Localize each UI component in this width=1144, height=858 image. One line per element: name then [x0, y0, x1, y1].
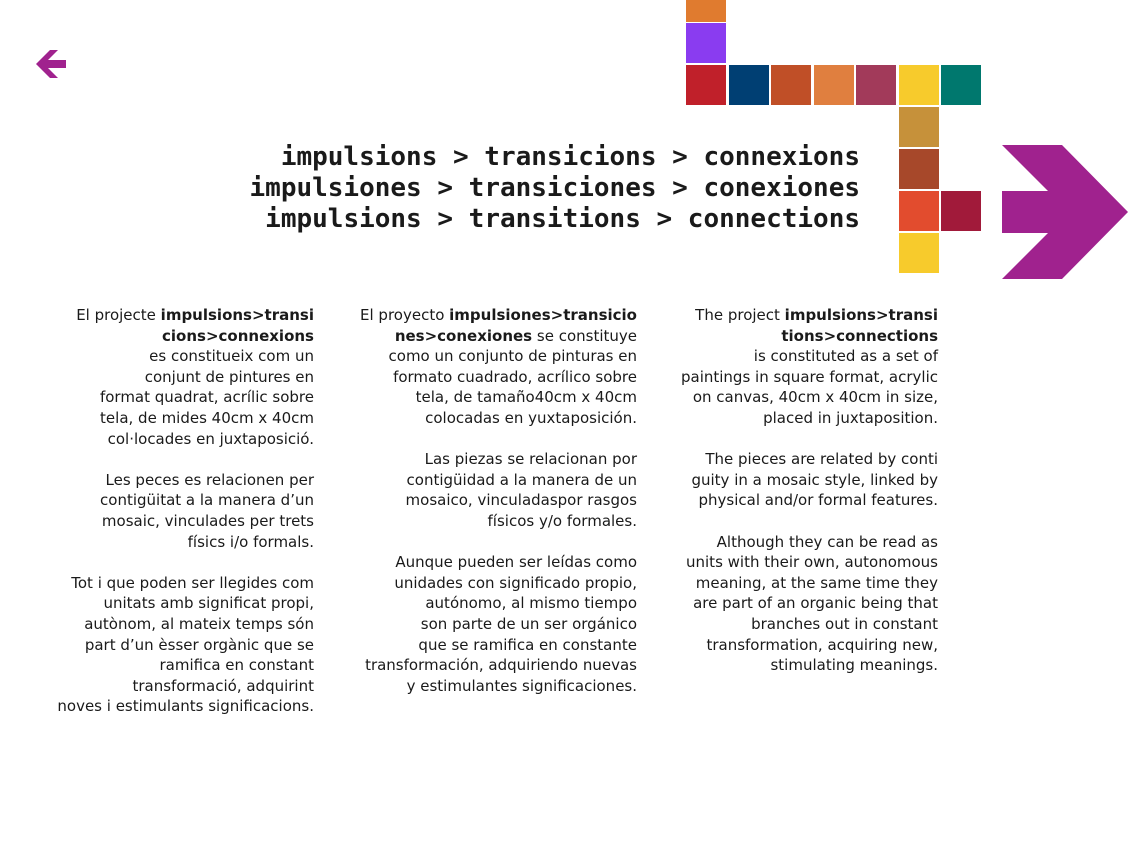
text-line: part d’un èsser orgànic que se: [84, 635, 314, 654]
text-line: transformation, acquiring new,: [706, 635, 938, 654]
paragraph: [360, 305, 637, 429]
text-line: físics i/o formals.: [187, 532, 314, 551]
forward-arrow-icon[interactable]: [1002, 145, 1128, 279]
paragraph: [681, 449, 938, 511]
text-line: The project: [695, 306, 785, 324]
text-line: on canvas, 40cm x 40cm in size,: [692, 388, 938, 407]
text-line: Although they can be read as: [716, 532, 938, 551]
mosaic-tile: [771, 65, 811, 105]
text-line: placed in juxtaposition.: [763, 408, 938, 427]
mosaic-tile: [899, 233, 939, 273]
text-line: Aunque pueden ser leídas como: [395, 553, 637, 572]
project-name: tions>connections: [781, 326, 938, 345]
text-line: branches out in constant: [751, 614, 938, 633]
paragraph: [57, 573, 314, 717]
text-line: transformación, adquiriendo nuevas: [365, 656, 637, 675]
text-line: stimulating meanings.: [770, 656, 938, 675]
text-line: autònom, al mateix temps són: [84, 614, 314, 633]
mosaic-tile: [899, 65, 939, 105]
mosaic-tile: [899, 107, 939, 147]
text-line: como un conjunto de pinturas en: [388, 347, 637, 366]
text-line: colocadas en yuxtaposición.: [425, 408, 637, 427]
text-line: paintings in square format, acrylic: [680, 367, 938, 386]
text-line: unidades con significado propio,: [394, 573, 637, 592]
paragraph: [681, 305, 938, 429]
mosaic-tile: [686, 65, 726, 105]
paragraph: [360, 449, 637, 531]
text-line: conjunt de pintures en: [144, 367, 314, 386]
text-line: Tot i que poden ser llegides com: [71, 573, 314, 592]
mosaic-tile: [856, 65, 896, 105]
mosaic-tile: [686, 23, 726, 63]
text-line: col·locades en juxtaposició.: [107, 429, 314, 448]
back-arrow-icon[interactable]: [36, 48, 68, 80]
project-name: nes>conexiones: [394, 326, 533, 345]
text-line: meaning, at the same time they: [695, 573, 938, 592]
text-line: The pieces are related by conti: [705, 450, 938, 469]
text-line: autónomo, al mismo tiempo: [425, 594, 637, 613]
text-line: y estimulantes significaciones.: [406, 676, 637, 695]
paragraph: [57, 470, 314, 552]
mosaic-tile: [686, 0, 726, 22]
text-line: is constituted as a set of: [753, 347, 938, 366]
text-line: es constitueix com un: [149, 347, 314, 366]
text-line: tela, de tamaño40cm x 40cm: [415, 388, 637, 407]
text-line: are part of an organic being that: [693, 594, 938, 613]
text-line: Las piezas se relacionan por: [424, 450, 637, 469]
text-line: units with their own, autonomous: [686, 553, 938, 572]
title-english: impulsions > transitions > connections: [265, 204, 860, 234]
mosaic-tile: [899, 191, 939, 231]
paragraph: [681, 532, 938, 676]
text-line: noves i estimulants significacions.: [57, 697, 314, 716]
mosaic-tile: [941, 191, 981, 231]
text-line: guity in a mosaic style, linked by: [691, 470, 938, 489]
paragraph: [57, 305, 314, 449]
title-spanish: impulsiones > transiciones > conexiones: [249, 173, 860, 203]
text-line: tela, de mides 40cm x 40cm: [100, 408, 314, 427]
text-line: physical and/or formal features.: [698, 491, 938, 510]
title-catalan: impulsions > transicions > connexions: [280, 142, 860, 172]
mosaic-tile: [899, 149, 939, 189]
text-line: se constituye: [532, 326, 637, 345]
text-line: contigüidad a la manera de un: [406, 470, 637, 489]
text-line: contigüitat a la manera d’un: [100, 491, 314, 510]
project-name: impulsiones>transicio: [449, 306, 637, 324]
page-title: [250, 142, 860, 235]
text-line: Les peces es relacionen per: [105, 470, 314, 489]
text-line: formato cuadrado, acrílico sobre: [393, 367, 637, 386]
text-line: El proyecto: [360, 306, 450, 324]
text-line: son parte de un ser orgánico: [420, 614, 637, 633]
text-column-catalan: [57, 305, 314, 737]
text-line: transformació, adquirint: [132, 676, 314, 695]
mosaic-tile: [729, 65, 769, 105]
project-name: impulsions>transi: [784, 306, 938, 324]
text-column-spanish: [360, 305, 637, 717]
text-line: ramifica en constant: [159, 656, 314, 675]
text-line: mosaico, vinculadaspor rasgos: [405, 491, 637, 510]
mosaic-tile: [814, 65, 854, 105]
text-line: físicos y/o formales.: [487, 511, 637, 530]
mosaic-tile: [941, 65, 981, 105]
text-line: format quadrat, acrílic sobre: [99, 388, 314, 407]
project-name: impulsions>transi: [160, 306, 314, 324]
text-line: que se ramifica en constante: [418, 635, 637, 654]
paragraph: [360, 552, 637, 696]
text-column-english: [681, 305, 938, 696]
project-name: cions>connexions: [162, 326, 314, 345]
text-line: mosaic, vinculades per trets: [101, 511, 314, 530]
text-line: unitats amb significat propi,: [103, 594, 314, 613]
text-line: El projecte: [76, 306, 161, 324]
